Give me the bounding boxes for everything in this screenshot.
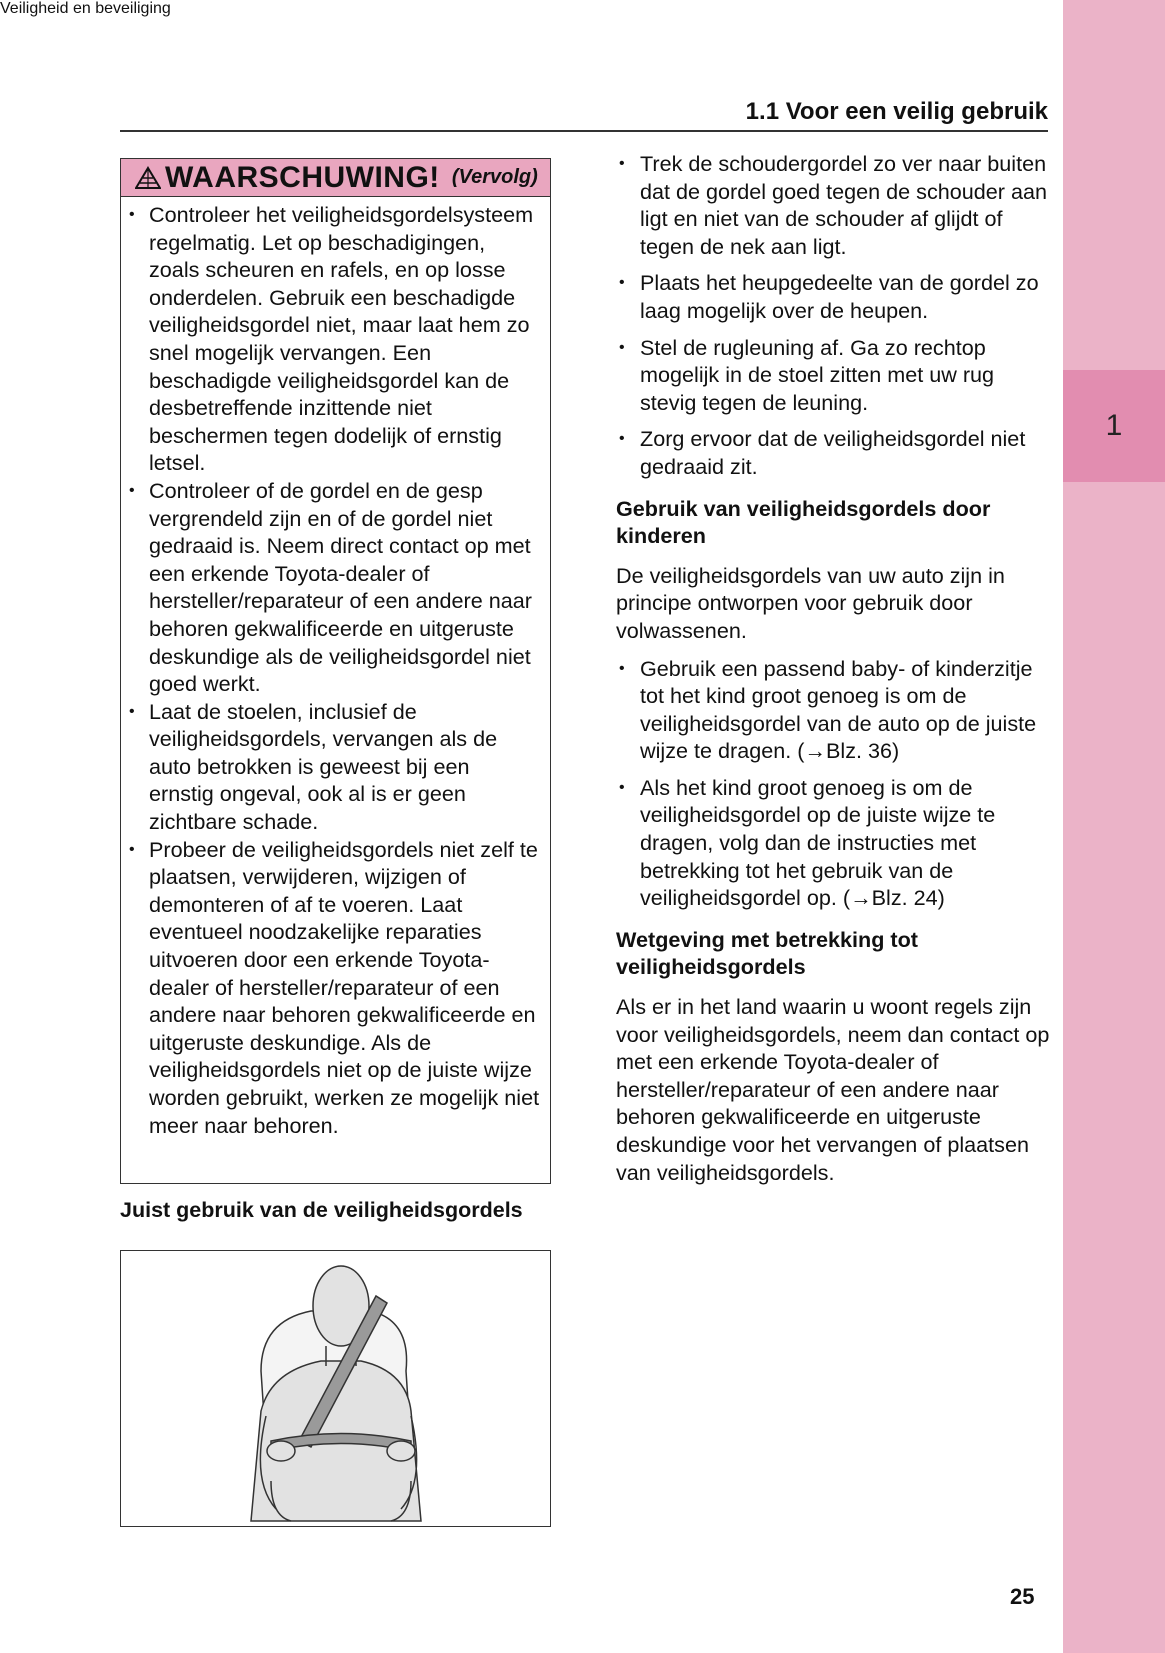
paragraph-children: De veiligheidsgordels van uw auto zijn in principe ontworpen voor gebruik door volwassenen. [616,562,1005,643]
warning-item: • Controleer het veiligheidsgordelsysteem regelmatig. Let op beschadigingen, zoals scheuren en rafels, en op losse onderdelen. Gebruik een beschadigde veiligheidsgordel niet, maar laat hem zo snel mogelijk vervangen. Een beschadigde veiligheidsgordel kan de desbetreffende inzittende niet beschermen tegen dodelijk of ernstig letsel. [129,201,540,477]
warning-list [121,197,550,1139]
section-heading-children: Gebruik van veiligheidsgordels door kinderen [616,495,991,549]
section-heading-correct-use: Juist gebruik van de veiligheidsgordels [120,1198,523,1222]
page-number: 25 [1010,1584,1035,1609]
chapter-side-tab [1063,0,1165,1653]
warning-title: WAARSCHUWING! [165,160,440,194]
seatbelt-illustration [120,1250,551,1527]
section-title: 1.1 Voor een veilig gebruik [745,98,1048,125]
warning-header [121,159,550,197]
list-item: • Zorg ervoor dat de veiligheidsgordel niet gedraaid zit. [616,425,1056,480]
children-list [616,655,1056,912]
chapter-number: 1 [1063,370,1165,482]
right-column [616,150,1056,1196]
warning-item: • Probeer de veiligheidsgordels niet zelf te plaatsen, verwijderen, wijzigen of demonteren of af te voeren. Laat eventueel noodzakelijke reparaties uitvoeren door een erkende Toyota-dealer of hersteller/reparateur of een andere naar behoren gekwalificeerde en uitgeruste deskundige. Als de veiligheidsgordels niet op de juiste wijze worden gebruikt, werken ze mogelijk niet meer naar behoren. [129,836,540,1140]
warning-triangle-icon [135,166,161,190]
warning-box [120,158,551,1184]
list-item: • Stel de rugleuning af. Ga zo rechtop mogelijk in de stoel zitten met uw rug stevig tegen de leuning. [616,334,1056,417]
list-item: • Trek de schoudergordel zo ver naar buiten dat de gordel goed tegen de schouder aan ligt en niet van de schouder af glijdt of tegen de nek aan ligt. [616,150,1056,260]
list-item: • Gebruik een passend baby- of kinderzitje tot het kind groot genoeg is om de veiligheidsgordel van de auto op de juiste wijze te dragen. (→Blz. 36) [616,655,1056,765]
warning-subtitle: (Vervolg) [451,166,538,188]
seated-person-with-seatbelt-illustration [121,1251,549,1525]
section-heading-legislation: Wetgeving met betrekking tot veiligheidsgordels [616,926,918,980]
list-item: • Als het kind groot genoeg is om de veiligheidsgordel op de juiste wijze te dragen, volg dan de instructies met betrekking tot het gebruik van de veiligheidsgordel op. (→Blz. 24) [616,774,1056,912]
warning-item: • Controleer of de gordel en de gesp vergrendeld zijn en of de gordel niet gedraaid is. Neem direct contact op met een erkende Toyota-dealer of hersteller/reparateur of een andere naar behoren gekwalificeerde en uitgeruste deskundige als de veiligheidsgordel niet goed werkt. [129,477,540,698]
warning-item: • Laat de stoelen, inclusief de veiligheidsgordels, vervangen als de auto betrokken is geweest bij een ernstig ongeval, ook al is er geen zichtbare schade. [129,698,540,836]
fit-instructions-list [616,150,1056,481]
paragraph-legislation: Als er in het land waarin u woont regels zijn voor veiligheidsgordels, neem dan contact op met een erkende Toyota-dealer of hersteller/reparateur of een andere naar behoren gekwalificeerde en uitgeruste deskundige voor het vervangen of plaatsen van veiligheidsgordels. [616,994,1050,1185]
list-item: • Plaats het heupgedeelte van de gordel zo laag mogelijk over de heupen. [616,269,1056,324]
header-divider [120,130,1048,132]
chapter-label: Veiligheid en beveiliging [0,0,171,17]
